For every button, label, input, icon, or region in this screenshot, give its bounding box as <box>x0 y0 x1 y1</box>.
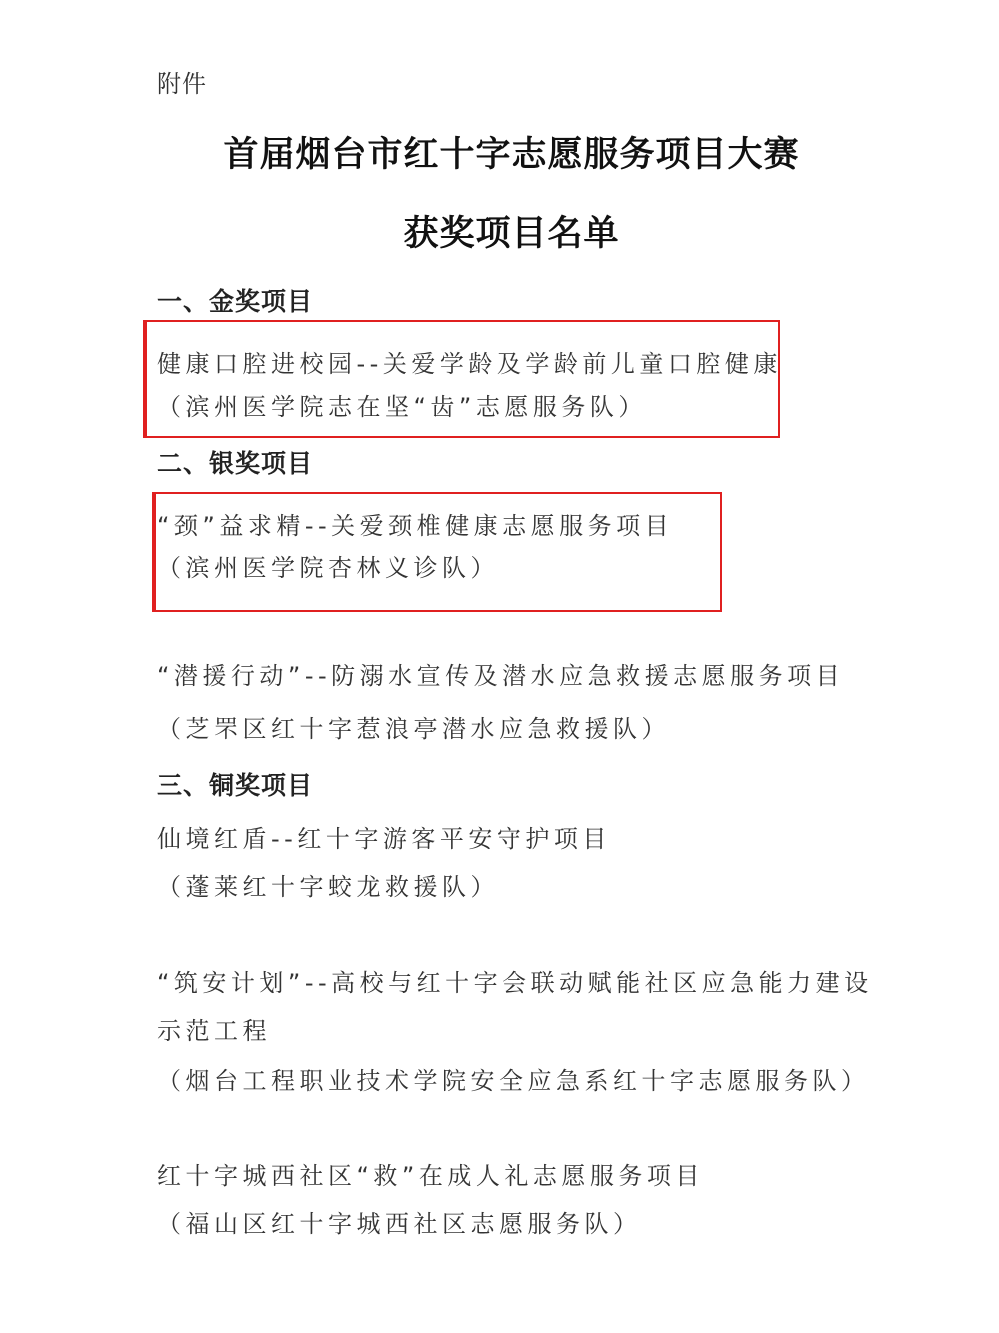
bronze-item-2-name: “筑安计划”--高校与红十字会联动赋能社区应急能力建设 <box>157 969 873 997</box>
gold-item-1-team: （滨州医学院志在坚“齿”志愿服务队） <box>157 393 647 421</box>
bronze-item-1-team: （蓬莱红十字蛟龙救援队） <box>157 873 499 901</box>
bronze-item-3-team: （福山区红十字城西社区志愿服务队） <box>157 1210 642 1238</box>
section-heading-bronze: 三、铜奖项目 <box>157 771 314 800</box>
highlight-box-silver <box>152 492 722 612</box>
silver-item-1-team: （滨州医学院杏林义诊队） <box>157 554 499 582</box>
silver-item-2-name: “潜援行动”--防溺水宣传及潜水应急救援志愿服务项目 <box>157 662 845 690</box>
bronze-item-3-name: 红十字城西社区“救”在成人礼志愿服务项目 <box>157 1162 704 1190</box>
section-heading-silver: 二、银奖项目 <box>157 449 314 478</box>
document-title: 首届烟台市红十字志愿服务项目大赛 <box>223 134 800 175</box>
section-heading-gold: 一、金奖项目 <box>157 287 314 316</box>
annex-label: 附件 <box>157 70 207 98</box>
bronze-item-1-name: 仙境红盾--红十字游客平安守护项目 <box>157 825 611 853</box>
silver-item-2-team: （芝罘区红十字惹浪亭潜水应急救援队） <box>157 715 670 743</box>
bronze-item-2-name-cont: 示范工程 <box>157 1017 271 1045</box>
bronze-item-2-team: （烟台工程职业技术学院安全应急系红十字志愿服务队） <box>157 1067 870 1095</box>
silver-item-1-name: “颈”益求精--关爱颈椎健康志愿服务项目 <box>157 512 674 540</box>
gold-item-1-name: 健康口腔进校园--关爱学龄及学龄前儿童口腔健康 <box>157 350 782 378</box>
document-subtitle: 获奖项目名单 <box>403 213 620 254</box>
